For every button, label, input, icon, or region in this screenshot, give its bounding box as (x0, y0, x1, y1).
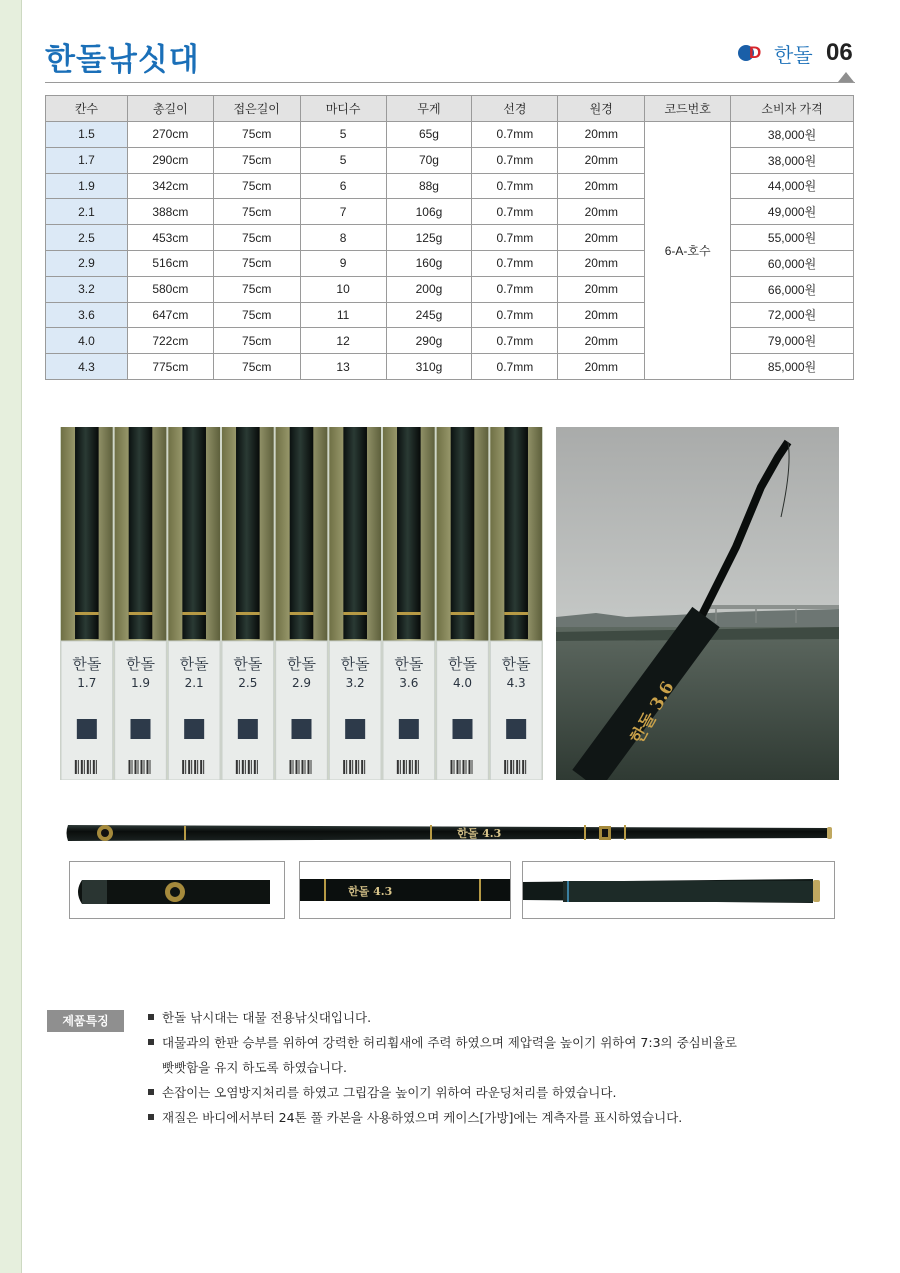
barcode-bar (463, 760, 465, 774)
spec-cell-price: 44,000원 (731, 173, 854, 199)
spec-cell-total: 388cm (127, 199, 213, 225)
barcode-bar (403, 760, 405, 774)
barcode-bar (510, 760, 512, 774)
package-brand: 한돌 (448, 655, 477, 673)
spec-cell-folded: 75cm (213, 302, 300, 328)
barcode-bar (81, 760, 83, 774)
barcode-bar (311, 760, 312, 774)
package-brand: 한돌 (233, 655, 263, 673)
spec-cell-price: 55,000원 (731, 225, 854, 251)
barcode-bar (349, 760, 351, 774)
spec-cell-butt: 20mm (558, 276, 645, 302)
barcode-bar (254, 760, 256, 774)
detail-label-image (300, 862, 511, 919)
spec-cell-total: 722cm (127, 328, 213, 354)
spec-cell-butt: 20mm (558, 122, 645, 148)
barcode-bar (397, 760, 399, 774)
header-cell: 무게 (386, 96, 472, 122)
spec-cell-tip: 0.7mm (472, 302, 558, 328)
rod-package (61, 427, 113, 780)
spec-cell-kan: 4.3 (46, 354, 128, 380)
spec-cell-price: 66,000원 (731, 276, 854, 302)
spec-cell-total: 270cm (127, 122, 213, 148)
barcode-bar (296, 760, 298, 774)
barcode-bar (144, 760, 145, 774)
spec-cell-weight: 245g (386, 302, 472, 328)
barcode-bar (415, 760, 417, 774)
barcode-bar (302, 760, 304, 774)
spec-cell-tip: 0.7mm (472, 328, 558, 354)
feature-text: 손잡이는 오염방지처리를 하였고 그립감을 높이기 위하여 라운딩처리를 하였습니다. (162, 1085, 617, 1100)
barcode-bar (188, 760, 190, 774)
package-brand: 한돌 (501, 655, 531, 673)
spec-cell-tip: 0.7mm (472, 354, 558, 380)
qr-code-icon (238, 719, 258, 739)
spec-cell-folded: 75cm (213, 147, 300, 173)
rod-package (276, 427, 328, 780)
spec-cell-total: 453cm (127, 225, 213, 251)
spec-cell-butt: 20mm (558, 354, 645, 380)
spec-cell-tip: 0.7mm (472, 173, 558, 199)
side-strip (0, 0, 22, 1273)
brand-name: 한돌 (774, 42, 813, 67)
rod-package (115, 427, 167, 780)
barcode-bar (78, 760, 79, 774)
lake-rod-label: 한돌 3.6 (627, 678, 679, 748)
detail-butt-cap (69, 861, 285, 919)
spec-row (46, 173, 854, 199)
spec-cell-sections: 10 (300, 276, 386, 302)
barcode-bar (507, 760, 508, 774)
package-size: 1.7 (77, 676, 97, 690)
spec-cell-sections: 5 (300, 147, 386, 173)
barcode-bar (346, 760, 347, 774)
spec-cell-kan: 1.9 (46, 173, 128, 199)
spec-cell-folded: 75cm (213, 122, 300, 148)
barcode-bar (129, 760, 131, 774)
spec-cell-tip: 0.7mm (472, 147, 558, 173)
spec-cell-weight: 290g (386, 328, 472, 354)
rod-packages-image (60, 427, 543, 780)
spec-cell-tip: 0.7mm (472, 225, 558, 251)
spec-cell-kan: 1.7 (46, 147, 128, 173)
triangle-icon (838, 72, 854, 82)
barcode-bar (257, 760, 258, 774)
spec-row (46, 302, 854, 328)
package-brand: 한돌 (287, 655, 316, 673)
bullet-icon (148, 1114, 154, 1120)
rod-package (329, 427, 381, 780)
package-size: 3.6 (399, 676, 419, 690)
barcode-bar (293, 760, 294, 774)
barcode-bar (451, 760, 453, 774)
barcode-bar (248, 760, 250, 774)
spec-cell-total: 516cm (127, 250, 213, 276)
barcode-bar (406, 760, 407, 774)
bullet-icon (148, 1089, 154, 1095)
spec-cell-price: 72,000원 (731, 302, 854, 328)
spec-cell-kan: 3.2 (46, 276, 128, 302)
spec-cell-kan: 1.5 (46, 122, 128, 148)
barcode-bar (457, 760, 459, 774)
spec-cell-price: 38,000원 (731, 122, 854, 148)
header-cell: 원경 (558, 96, 645, 122)
spec-cell-folded: 75cm (213, 276, 300, 302)
barcode-bar (135, 760, 137, 774)
barcode-bar (242, 760, 244, 774)
barcode-bar (150, 760, 151, 774)
spec-cell-folded: 75cm (213, 354, 300, 380)
spec-row (46, 354, 854, 380)
spec-cell-total: 647cm (127, 302, 213, 328)
header-cell: 마디수 (300, 96, 386, 122)
barcode-bar (203, 760, 204, 774)
barcode-bar (454, 760, 455, 774)
brand-mark-icon (738, 42, 772, 64)
barcode-bar (358, 760, 359, 774)
spec-cell-folded: 75cm (213, 199, 300, 225)
barcode-bar (191, 760, 192, 774)
spec-cell-kan: 4.0 (46, 328, 128, 354)
spec-cell-weight: 65g (386, 122, 472, 148)
barcode-bar (525, 760, 526, 774)
barcode-bar (141, 760, 143, 774)
brand-logo (738, 40, 813, 66)
barcode-bar (400, 760, 401, 774)
spec-cell-weight: 310g (386, 354, 472, 380)
spec-cell-sections: 6 (300, 173, 386, 199)
barcode-bar (305, 760, 306, 774)
rod-package (222, 427, 274, 780)
header-cell: 소비자 가격 (731, 96, 854, 122)
package-brand: 한돌 (72, 655, 102, 673)
package-brand: 한돌 (340, 655, 370, 673)
rod-package (490, 427, 542, 780)
qr-code-icon (184, 719, 204, 739)
barcode-bar (239, 760, 240, 774)
detail-butt-image (70, 862, 285, 919)
qr-code-icon (506, 719, 526, 739)
spec-cell-kan: 2.1 (46, 199, 128, 225)
spec-row (46, 225, 854, 251)
barcode-bar (87, 760, 89, 774)
spec-cell-tip: 0.7mm (472, 250, 558, 276)
header-cell: 코드번호 (645, 96, 731, 122)
barcode-bar (147, 760, 149, 774)
feature-text: 빳빳함을 유지 하도록 하였습니다. (162, 1060, 347, 1075)
package-size: 4.3 (506, 676, 526, 690)
rod-package (168, 427, 220, 780)
spec-cell-butt: 20mm (558, 147, 645, 173)
package-size: 2.9 (291, 676, 312, 690)
barcode-bar (519, 760, 520, 774)
spec-row (46, 199, 854, 225)
spec-cell-sections: 12 (300, 328, 386, 354)
spec-cell-total: 580cm (127, 276, 213, 302)
barcode-bar (251, 760, 252, 774)
spec-cell-kan: 3.6 (46, 302, 128, 328)
qr-code-icon (453, 719, 473, 739)
qr-code-icon (292, 719, 312, 739)
spec-cell-folded: 75cm (213, 173, 300, 199)
features-list (148, 1005, 737, 1130)
rod-lake-image (556, 427, 839, 780)
spec-row (46, 147, 854, 173)
spec-row (46, 276, 854, 302)
barcode-bar (412, 760, 413, 774)
spec-row (46, 250, 854, 276)
spec-cell-tip: 0.7mm (472, 276, 558, 302)
spec-cell-sections: 11 (300, 302, 386, 328)
barcode-bar (469, 760, 471, 774)
barcode-bar (132, 760, 133, 774)
spec-cell-kan: 2.9 (46, 250, 128, 276)
qr-code-icon (345, 719, 365, 739)
detail-grip (522, 861, 835, 919)
barcode-bar (504, 760, 506, 774)
feature-item (148, 1105, 737, 1130)
barcode-bar (245, 760, 246, 774)
barcode-bar (343, 760, 345, 774)
detail-rod-label: 한돌 4.3 (348, 885, 393, 898)
package-size: 3.2 (345, 676, 365, 690)
feature-item (148, 1030, 737, 1055)
spec-cell-total: 290cm (127, 147, 213, 173)
spec-cell-butt: 20mm (558, 225, 645, 251)
spec-row (46, 328, 854, 354)
barcode-bar (409, 760, 411, 774)
spec-cell-folded: 75cm (213, 225, 300, 251)
spec-cell-total: 342cm (127, 173, 213, 199)
spec-cell-price: 79,000원 (731, 328, 854, 354)
spec-cell-folded: 75cm (213, 250, 300, 276)
detail-grip-image (523, 862, 835, 919)
feature-text: 대물과의 한판 승부를 위하여 강력한 허리휨새에 주력 하였으며 제압력을 높이기 위하여 7:3의 중심비율로 (162, 1035, 737, 1050)
rod-full-view (65, 818, 835, 848)
package-size: 4.0 (452, 676, 473, 690)
spec-cell-tip: 0.7mm (472, 122, 558, 148)
barcode-bar (352, 760, 353, 774)
barcode-bar (299, 760, 300, 774)
spec-cell-price: 60,000원 (731, 250, 854, 276)
barcode-bar (290, 760, 292, 774)
header-cell: 접은길이 (213, 96, 300, 122)
spec-header-row (46, 96, 854, 122)
page-title: 한돌낚싯대 (45, 42, 200, 78)
feature-item (148, 1080, 737, 1105)
spec-cell-sections: 5 (300, 122, 386, 148)
spec-cell-weight: 125g (386, 225, 472, 251)
spec-cell-sections: 7 (300, 199, 386, 225)
spec-cell-tip: 0.7mm (472, 199, 558, 225)
spec-cell-butt: 20mm (558, 302, 645, 328)
feature-text: 재질은 바디에서부터 24톤 풀 카본을 사용하였으며 케이스[가방]에는 계측자를 표시하였습니다. (162, 1110, 683, 1125)
header-cell: 칸수 (46, 96, 128, 122)
bullet-icon (148, 1039, 154, 1045)
spec-cell-price: 49,000원 (731, 199, 854, 225)
spec-cell-butt: 20mm (558, 199, 645, 225)
barcode-bar (197, 760, 198, 774)
barcode-bar (182, 760, 184, 774)
barcode-bar (472, 760, 473, 774)
spec-cell-butt: 20mm (558, 250, 645, 276)
spec-cell-sections: 8 (300, 225, 386, 251)
feature-item (148, 1005, 737, 1030)
brand-mark-letter: D (749, 43, 762, 62)
spec-cell-weight: 160g (386, 250, 472, 276)
rod-packages-photo (60, 427, 543, 780)
qr-code-icon (77, 719, 97, 739)
barcode-bar (516, 760, 518, 774)
barcode-bar (138, 760, 139, 774)
spec-cell-folded: 75cm (213, 328, 300, 354)
package-size: 1.9 (130, 676, 151, 690)
spec-body (46, 122, 854, 380)
spec-cell-kan: 2.5 (46, 225, 128, 251)
header-cell: 선경 (472, 96, 558, 122)
qr-code-icon (399, 719, 419, 739)
spec-table (45, 95, 854, 380)
barcode-bar (185, 760, 186, 774)
spec-cell-total: 775cm (127, 354, 213, 380)
spec-cell-code: 6-A-호수 (645, 122, 731, 380)
package-size: 2.5 (238, 676, 258, 690)
barcode-bar (75, 760, 77, 774)
rod-full-image (65, 818, 835, 848)
feature-text: 한돌 낚시대는 대물 전용낚싯대입니다. (162, 1010, 372, 1025)
spec-cell-weight: 200g (386, 276, 472, 302)
bullet-icon (148, 1014, 154, 1020)
page-number: 06 (826, 39, 853, 66)
barcode-bar (355, 760, 357, 774)
package-size: 2.1 (184, 676, 204, 690)
barcode-bar (194, 760, 196, 774)
package-brand: 한돌 (126, 655, 155, 673)
spec-cell-sections: 13 (300, 354, 386, 380)
barcode-bar (93, 760, 95, 774)
barcode-bar (460, 760, 461, 774)
spec-cell-weight: 88g (386, 173, 472, 199)
barcode-bar (364, 760, 365, 774)
barcode-bar (466, 760, 467, 774)
spec-cell-butt: 20mm (558, 173, 645, 199)
barcode-bar (96, 760, 97, 774)
qr-code-icon (131, 719, 151, 739)
barcode-bar (513, 760, 514, 774)
spec-cell-price: 85,000원 (731, 354, 854, 380)
barcode-bar (236, 760, 238, 774)
detail-label-section (299, 861, 511, 919)
main-rod-label: 한돌 4.3 (457, 827, 502, 840)
title-divider (45, 82, 855, 83)
barcode-bar (418, 760, 419, 774)
barcode-bar (522, 760, 524, 774)
barcode-bar (361, 760, 363, 774)
features-label: 제품특징 (47, 1010, 124, 1032)
spec-cell-butt: 20mm (558, 328, 645, 354)
spec-cell-sections: 9 (300, 250, 386, 276)
rod-package (383, 427, 435, 780)
barcode-bar (90, 760, 91, 774)
package-brand: 한돌 (394, 655, 424, 673)
feature-item-continuation (148, 1055, 737, 1080)
package-brand: 한돌 (179, 655, 209, 673)
spec-cell-weight: 106g (386, 199, 472, 225)
rod-lake-photo (556, 427, 839, 780)
spec-cell-price: 38,000원 (731, 147, 854, 173)
spec-cell-weight: 70g (386, 147, 472, 173)
barcode-bar (308, 760, 310, 774)
barcode-bar (200, 760, 202, 774)
header-cell: 총길이 (127, 96, 213, 122)
spec-row (46, 122, 854, 148)
barcode-bar (84, 760, 85, 774)
rod-package (437, 427, 489, 780)
